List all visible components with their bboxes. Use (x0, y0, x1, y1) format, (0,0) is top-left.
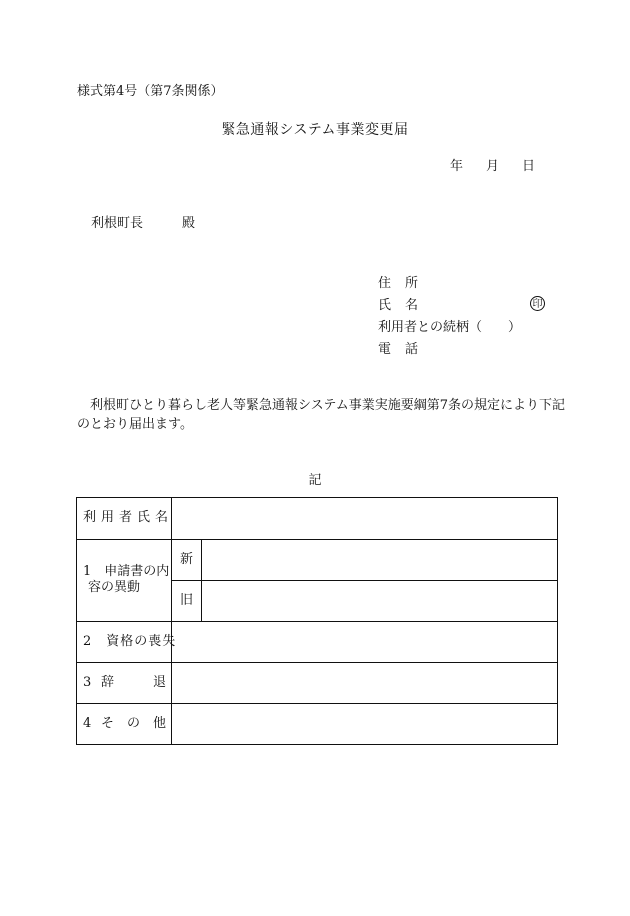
loss-of-eligibility-label: 2 資格の喪失 (83, 634, 177, 649)
other-char-1: そ (101, 716, 115, 731)
new-content-field[interactable] (203, 541, 553, 578)
table-divider (77, 621, 557, 622)
applicant-address-label: 住所 (378, 276, 433, 291)
addressee-honorific: 殿 (182, 216, 196, 231)
old-content-field[interactable] (203, 582, 553, 619)
other-char-3: 他 (153, 716, 167, 731)
withdrawal-char-2: 退 (153, 675, 167, 690)
withdrawal-field[interactable] (173, 664, 553, 701)
change-table (76, 497, 558, 745)
other-field[interactable] (173, 705, 553, 742)
user-name-field[interactable] (173, 500, 553, 537)
applicant-phone-label: 電話 (378, 342, 433, 357)
seal-mark-icon: 印 (530, 296, 545, 311)
other-char-2: の (127, 716, 141, 731)
body-paragraph: 利根町ひとり暮らし老人等緊急通報システム事業実施要綱第7条の規定により下記のとおり届出ます。 (77, 398, 565, 432)
table-divider (77, 539, 557, 540)
table-divider (77, 703, 557, 704)
withdrawal-number: 3 (83, 675, 92, 690)
user-name-label: 利用者氏名 (83, 510, 174, 525)
date-year-label: 年 (450, 159, 464, 174)
applicant-relationship-label: 利用者との続柄（ ） (378, 320, 522, 335)
change-label-line2: 容の異動 (88, 580, 141, 595)
table-divider (77, 662, 557, 663)
document-title: 緊急通報システム事業変更届 (221, 122, 409, 138)
date-day-label: 日 (522, 159, 536, 174)
old-label: 旧 (180, 593, 194, 608)
other-number: 4 (83, 716, 92, 731)
new-label: 新 (180, 552, 194, 567)
change-label-line1: 1 申請書の内 (83, 564, 170, 579)
ki-label: 記 (308, 473, 322, 488)
applicant-name-label: 氏名 (378, 298, 433, 313)
loss-of-eligibility-field[interactable] (173, 623, 553, 660)
form-number: 様式第4号（第7条関係） (77, 84, 224, 99)
date-month-label: 月 (486, 159, 500, 174)
table-divider (171, 580, 557, 581)
addressee-name: 利根町長 (91, 216, 144, 231)
withdrawal-char-1: 辞 (101, 675, 115, 690)
